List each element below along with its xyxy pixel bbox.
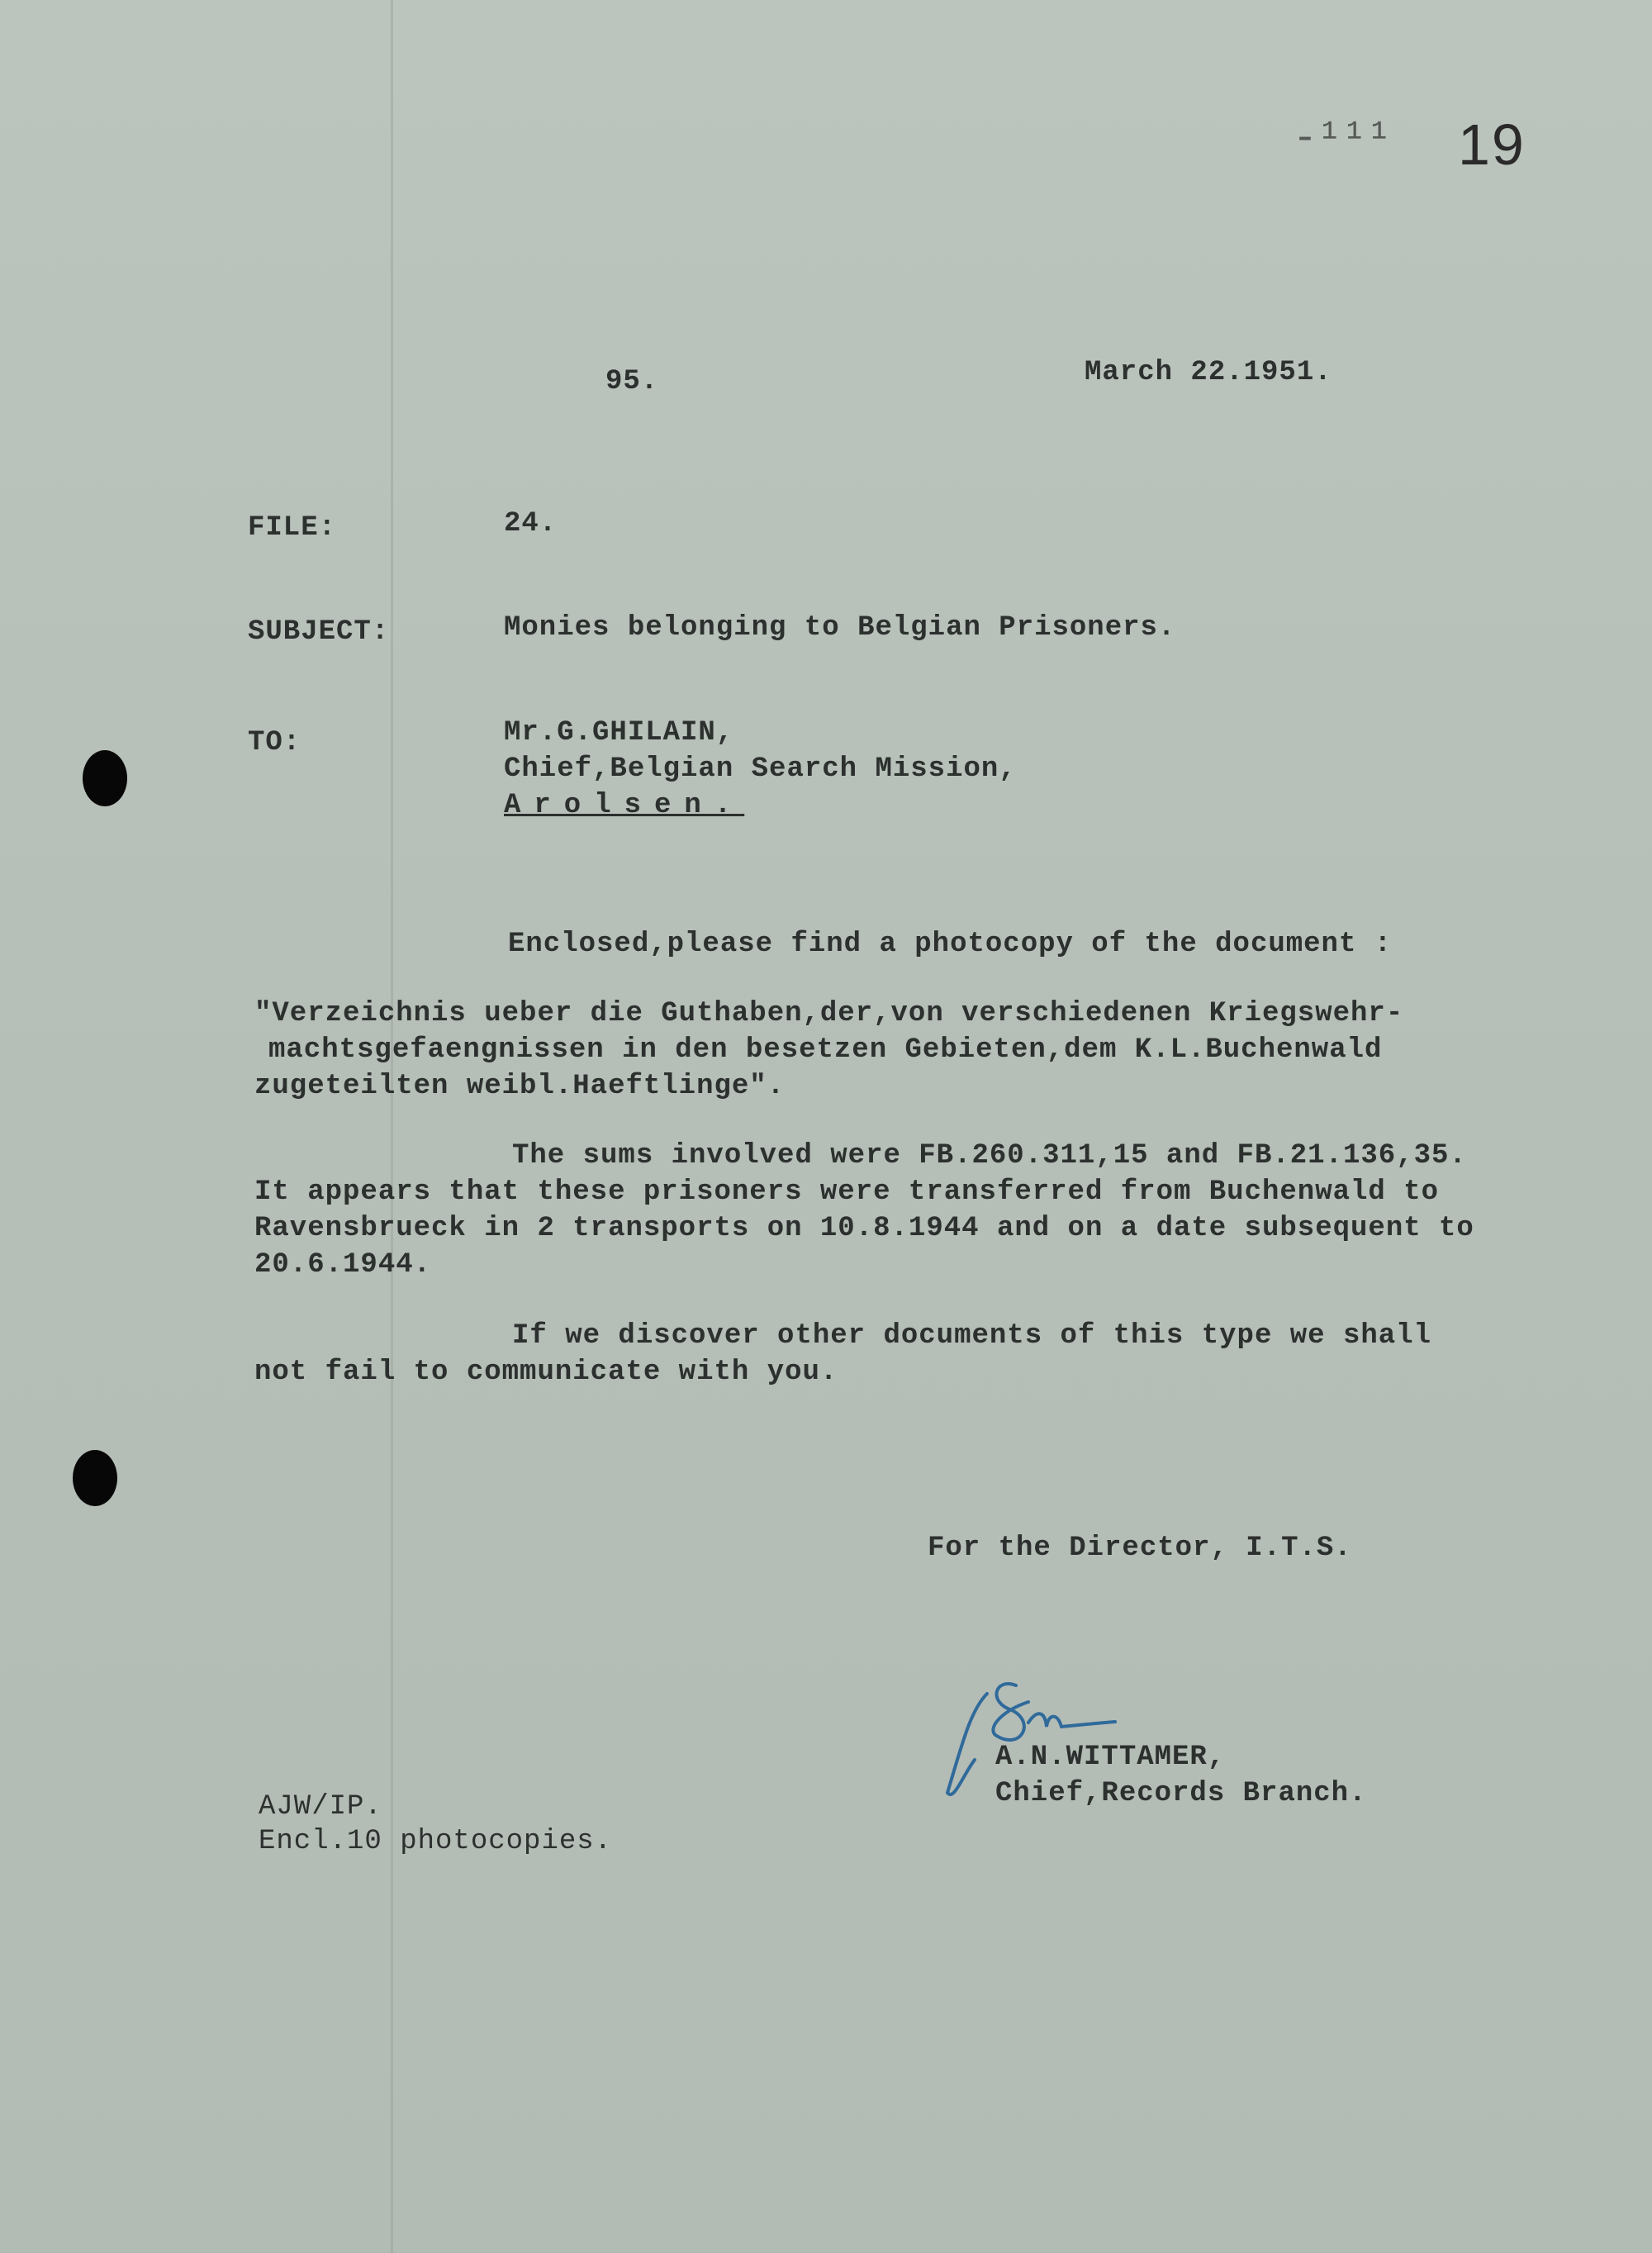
body-paragraph-line: 20.6.1944. xyxy=(254,1249,432,1281)
body-paragraph-line: Ravensbrueck in 2 transports on 10.8.1944 and on a date subsequent to xyxy=(254,1213,1474,1244)
body-paragraph-line: not fail to communicate with you. xyxy=(254,1357,838,1388)
quote-line: "Verzeichnis ueber die Guthaben,der,von verschiedenen Kriegswehr- xyxy=(254,998,1404,1029)
enclosure-note: Encl.10 photocopies. xyxy=(259,1826,613,1857)
punch-hole-bottom xyxy=(73,1450,117,1506)
stamp-mark: -¹¹¹ xyxy=(1293,116,1393,163)
page-number-stamp: 19 xyxy=(1458,112,1526,177)
recipient-name: Mr.G.GHILAIN, xyxy=(504,717,734,749)
to-label: TO: xyxy=(248,727,301,758)
body-paragraph-line: If we discover other documents of this type we shall xyxy=(512,1320,1431,1352)
recipient-title: Chief,Belgian Search Mission, xyxy=(504,753,1017,785)
signatory-name: A.N.WITTAMER, xyxy=(995,1742,1226,1773)
body-paragraph-line: The sums involved were FB.260.311,15 and FB.21.136,35. xyxy=(512,1140,1467,1172)
file-label: FILE: xyxy=(248,512,337,544)
recipient-place: Arolsen. xyxy=(504,790,745,821)
file-value: 24. xyxy=(504,508,558,539)
letter-date: March 22.1951. xyxy=(1085,357,1332,388)
body-paragraph-line: It appears that these prisoners were transferred from Buchenwald to xyxy=(254,1176,1440,1208)
reference-number: 95. xyxy=(605,366,659,397)
signatory-title: Chief,Records Branch. xyxy=(995,1778,1367,1809)
quote-line: machtsgefaengnissen in den besetzen Gebieten,dem K.L.Buchenwald xyxy=(268,1034,1383,1066)
paper-fold-line xyxy=(391,0,393,2253)
subject-label: SUBJECT: xyxy=(248,616,390,648)
typist-initials: AJW/IP. xyxy=(259,1791,382,1823)
body-intro: Enclosed,please find a photocopy of the document : xyxy=(508,929,1393,960)
for-the-director: For the Director, I.T.S. xyxy=(928,1533,1352,1564)
subject-value: Monies belonging to Belgian Prisoners. xyxy=(504,612,1176,644)
quote-line: zugeteilten weibl.Haeftlinge". xyxy=(254,1071,786,1102)
punch-hole-top xyxy=(83,750,127,806)
